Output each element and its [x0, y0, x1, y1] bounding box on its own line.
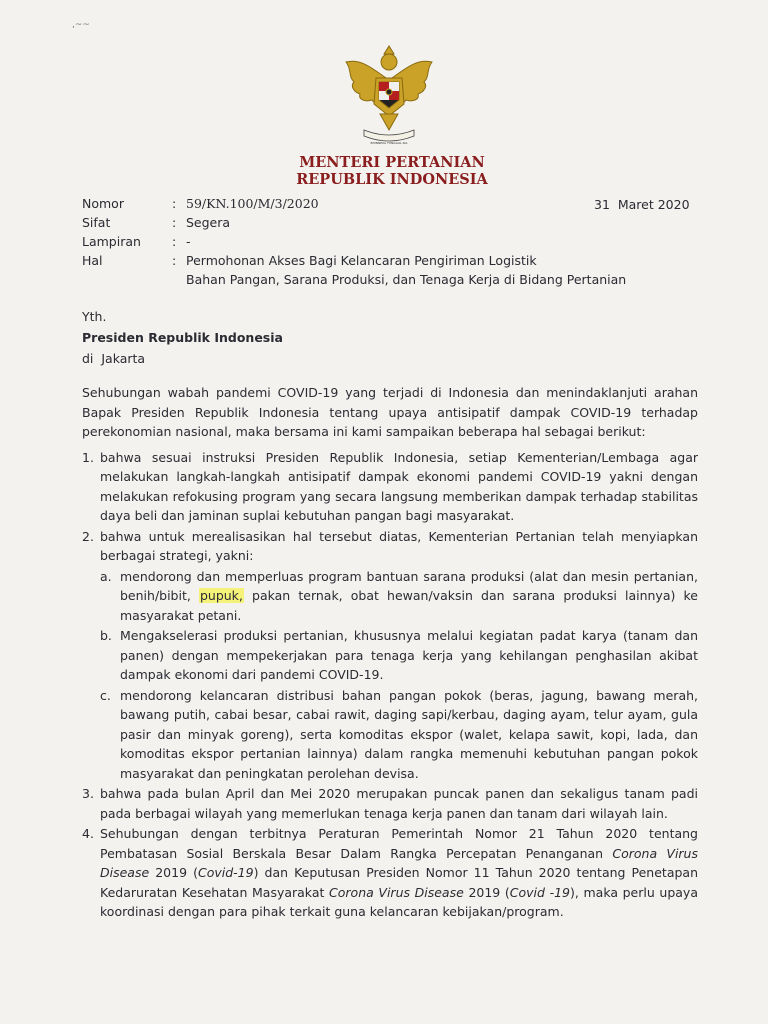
point-number: 4.: [82, 826, 94, 841]
italic-term: Corona Virus Disease: [100, 845, 698, 880]
strategy-letter: a.: [100, 568, 112, 584]
point-item: [82, 448, 698, 526]
strategy-letter: b.: [100, 628, 112, 643]
letter-date: 31 Maret 2020: [594, 197, 690, 212]
text-part: 2019 (: [149, 865, 198, 880]
text-part: ), maka perlu upaya koordinasi dengan para pihak terkait guna kelancaran kebijakan/program.: [100, 884, 698, 919]
strategy-letter: c.: [100, 687, 111, 703]
strategy-text-part: pakan ternak, obat hewan/vaksin dan sarana produksi lainnya) ke masyarakat petani.: [120, 588, 698, 623]
lampiran-separator: :: [172, 234, 177, 249]
italic-term: Covid -19: [509, 884, 570, 900]
sifat-label: Sifat: [82, 215, 111, 230]
highlighted-word: pupuk,: [199, 588, 243, 603]
addressee-yth: Yth.: [82, 309, 107, 324]
scan-mark: ,~~: [72, 20, 90, 30]
lampiran-label: Lampiran: [82, 234, 141, 249]
strategy-item: [100, 567, 698, 626]
strategy-text: mendorong kelancaran distribusi bahan pangan pokok (beras, jagung, bawang merah, bawang putih, cabai besar, cabai rawit, daging sapi/kerbau, daging ayam, telur ayam, gula pasir dan minyak goreng), serta komoditas ekspor (walet, kelapa sawit, kopi, lada, dan komoditas ekspor pertanian lainnya) dalam rangka memenuhi kebutuhan pangan pokok masyarakat dan peningkatan perolehan devisa.: [120, 687, 698, 781]
meta-hal: [82, 251, 702, 289]
point-number: 2.: [82, 528, 94, 544]
strategy-list: [100, 567, 698, 784]
nomor-value: 59/KN.100/M/3/2020: [186, 196, 319, 211]
addressee-name: Presiden Republik Indonesia: [82, 330, 283, 345]
hal-separator: :: [172, 253, 177, 268]
point-number: 3.: [82, 786, 94, 801]
strategy-text: Mengakselerasi produksi pertanian, khususnya melalui kegiatan padat karya (tanam dan panen) dengan mempekerjakan para tenaga kerja yang kehilangan penghasilan akibat dampak ekonomi dari pandemi COVID-19.: [120, 628, 698, 682]
point-item: [82, 824, 698, 922]
point-text: bahwa untuk merealisasikan hal tersebut diatas, Kementerian Pertanian telah menyiapkan berbagai strategi, yakni:: [100, 528, 698, 563]
text-part: 2019 (: [463, 884, 510, 900]
point-item: [82, 527, 698, 784]
point-item: [82, 784, 698, 823]
ministry-line-1: MENTERI PERTANIAN: [299, 154, 485, 171]
hal-line-2: Bahan Pangan, Sarana Produksi, dan Tenaga Kerja di Bidang Pertanian: [186, 272, 627, 287]
strategy-text: [120, 567, 698, 626]
nomor-label: Nomor: [82, 196, 124, 211]
meta-lampiran: [82, 232, 702, 251]
hal-value: [186, 251, 702, 289]
italic-term: Corona Virus Disease: [329, 884, 464, 900]
point-text: bahwa pada bulan April dan Mei 2020 merupakan puncak panen dan sekaligus tanam padi pada berbagai wilayah yang memerlukan tenaga kerja panen dan tanam dari wilayah lain.: [100, 786, 698, 821]
text-part: ) dan Keputusan Presiden Nomor 11 Tahun 2020 tentang Penetapan Kedaruratan Kesehatan Masyarakat: [100, 865, 698, 900]
point-text: [100, 824, 698, 922]
meta-sifat: [82, 213, 702, 232]
point-text: bahwa sesuai instruksi Presiden Republik Indonesia, setiap Kementerian/Lembaga agar melakukan langkah-langkah antisipatif dampak ekonomi pandemi COVID-19 yakni dengan melakukan refokusing program yang secara langsung memberikan dampak terhadap stabilitas daya beli dan jaminan suplai kebutuhan pangan bagi masyarakat.: [100, 449, 698, 523]
addressee-place: di Jakarta: [82, 351, 146, 366]
point-content: [100, 527, 698, 784]
nomor-separator: :: [172, 196, 177, 211]
strategy-item: [100, 626, 698, 685]
italic-term: Covid-19: [197, 865, 254, 880]
emblem-motto: BHINNEKA TUNGGAL IKA: [370, 141, 408, 145]
intro-paragraph: Sehubungan wabah pandemi COVID-19 yang terjadi di Indonesia dan menindaklanjuti arahan Bapak Presiden Republik Indonesia tentang upaya antisipatif dampak COVID-19 terhadap perekonomian nasional, maka bersama ini kami sampaikan beberapa hal sebagai berikut:: [82, 385, 698, 439]
hal-line-1: Permohonan Akses Bagi Kelancaran Pengiriman Logistik: [186, 253, 537, 268]
point-number: 1.: [82, 449, 94, 465]
letter-body: [82, 383, 698, 923]
strategy-item: [100, 686, 698, 784]
text-part: Sehubungan dengan terbitnya Peraturan Pemerintah Nomor 21 Tahun 2020 tentang Pembatasan Sosial Berskala Besar Dalam Rangka Percepatan Penanganan: [100, 826, 698, 861]
addressee: [82, 306, 283, 369]
garuda-emblem-icon: [334, 40, 444, 150]
point-list: [82, 448, 698, 922]
strategy-text-part: mendorong dan memperluas program bantuan sarana produksi (alat dan mesin pertanian, benih/bibit,: [120, 568, 698, 603]
ministry-line-2: REPUBLIK INDONESIA: [296, 171, 488, 188]
sifat-value: Segera: [186, 215, 231, 230]
ministry-title: [292, 154, 492, 188]
lampiran-value: -: [186, 234, 191, 249]
sifat-separator: :: [172, 215, 177, 230]
hal-label: Hal: [82, 253, 103, 268]
